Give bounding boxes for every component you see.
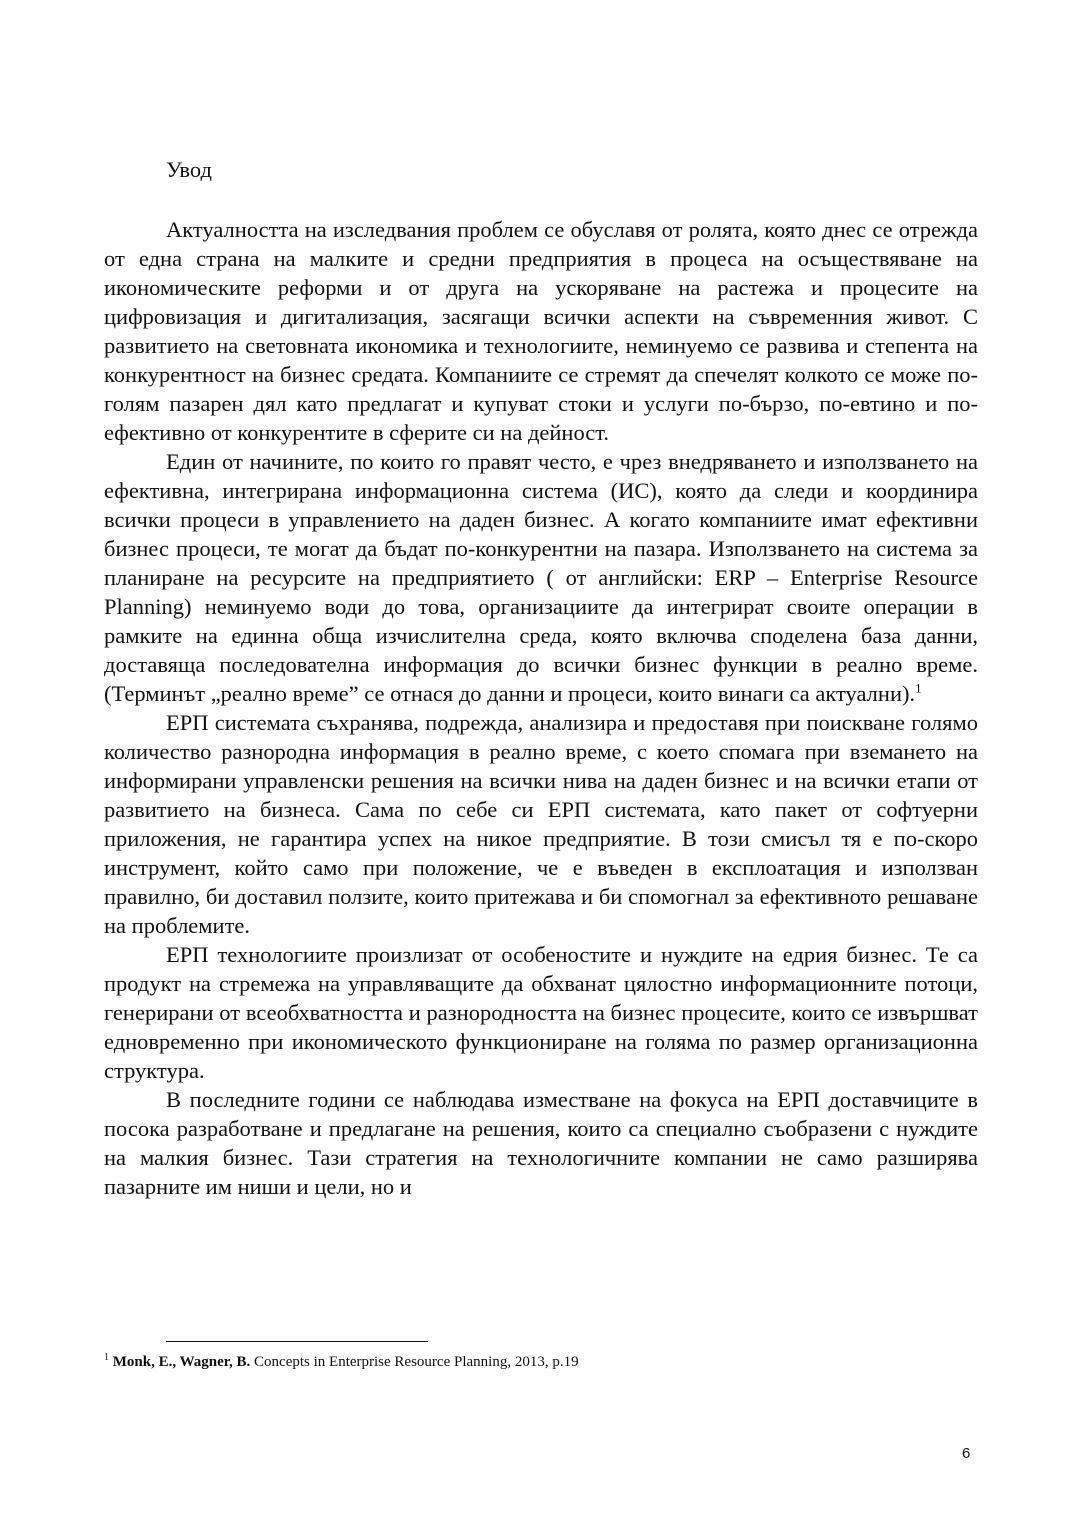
body-text (104, 215, 978, 1201)
paragraph-1: Актуалността на изследвания проблем се обуславя от ролята, която днес се отрежда от една страна на малките и средни предприятия в процеса на осъществяване на икономическите реформи и от друга на ускоряване на растежа и процесите на цифровизация и дигитализация, засягащи всички аспекти на съвременния живот. С развитието на световната икономика и технологиите, неминуемо се развива и степента на конкурентност на бизнес средата. Компаниите се стремят да спечелят колкото се може по-голям пазарен дял като предлагат и купуват стоки и услуги по-бързо, по-евтино и по-ефективно от конкурентите в сферите си на дейност. (104, 217, 978, 445)
footnote-number: 1 (104, 1352, 109, 1363)
paragraph-4: ЕРП технологиите произлизат от особеностите и нуждите на едрия бизнес. Те са продукт на стремежа на управляващите да обхванат цялостно информационните потоци, генерирани от всеобхватността и разнородността на бизнес процесите, които се извършват едновременно при икономическото функциониране на голяма по размер организационна структура. (104, 942, 978, 1083)
paragraph-5: В последните години се наблюдава изместване на фокуса на ЕРП доставчиците в посока разработване и предлагане на решения, които са специално съобразени с нуждите на малкия бизнес. Тази стратегия на технологичните компании не само разширява пазарните им ниши и цели, но и (104, 1087, 978, 1199)
paragraph-2 (104, 447, 978, 708)
footnote-reference: 1 (915, 680, 922, 696)
paragraph-3: ЕРП системата съхранява, подрежда, анализира и предоставя при поискване голямо количество разнородна информация в реално време, с което спомага при вземането на информирани управленски решения на всички нива на даден бизнес и на всички етапи от развитието на бизнеса. Сама по себе си ЕРП системата, като пакет от софтуерни приложения, не гарантира успех на никое предприятие. В този смисъл тя е по-скоро инструмент, който само при положение, че е въведен в експлоатация и използван правилно, би доставил ползите, които притежава и би спомогнал за ефективното решаване на проблемите. (104, 710, 978, 938)
footnote-text: Concepts in Enterprise Resource Planning, 2013, p.19 (254, 1354, 579, 1370)
page-number: 6 (962, 1445, 971, 1462)
footnote (104, 1352, 978, 1372)
section-heading: Увод (166, 157, 212, 182)
footnote-separator (166, 1341, 428, 1342)
footnote-authors: Monk, E., Wagner, B. (112, 1354, 251, 1370)
paragraph-2-text: Един от начините, по които го правят често, е чрез внедряването и използването на ефективна, интегрирана информационна система (ИС), която да следи и координира всички процеси в управлението на даден бизнес. А когато компаниите имат ефективни бизнес процеси, те могат да бъдат по-конкурентни на пазара. Използването на система за планиране на ресурсите на предприятието ( от английски: ERP – Enterprise Resource Planning) неминуемо води до това, организациите да интегрират своите операции в рамките на единна обща изчислителна среда, която включва споделена база данни, доставяща последователна информация до всички бизнес функции в реално време. (Терминът „реално време” се отнася до данни и процеси, които винаги са актуални). (104, 449, 978, 706)
